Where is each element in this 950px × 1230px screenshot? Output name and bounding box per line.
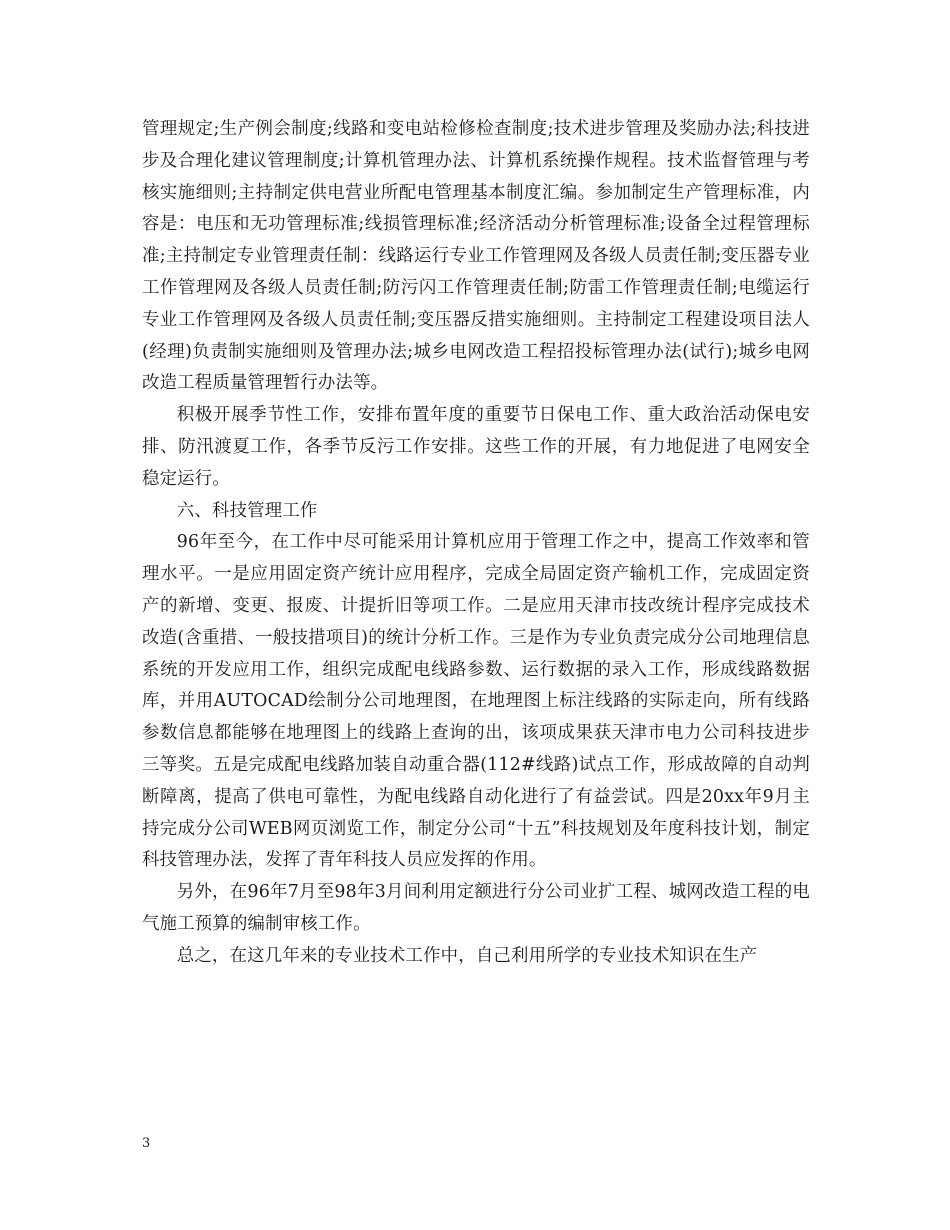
paragraph-4: 另外，在96年7月至98年3月间利用定额进行分公司业扩工程、城网改造工程的电气施工预算的编制审核工作。 [142, 882, 810, 934]
page-number: 3 [142, 1136, 151, 1151]
paragraph-1: 管理规定;生产例会制度;线路和变电站检修检查制度;技术进步管理及奖励办法;科技进步及合理化建议管理制度;计算机管理办法、计算机系统操作规程。技术监督管理与考核实施细则;主持制定供电营业所配电管理基本制度汇编。参加制定生产管理标准，内容是：电压和无功管理标准;线损管理标准;经济活动分析管理标准;设备全过程管理标准;主持制定专业管理责任制：线路运行专业工作管理网及各级人员责任制;变压器专业工作管理网及各级人员责任制;防污闪工作管理责任制;防雷工作管理责任制;电缆运行专业工作管理网及各级人员责任制;变压器反措实施细则。主持制定工程建设项目法人(经理)负责制实施细则及管理办法;城乡电网改造工程招投标管理办法(试行);城乡电网改造工程质量管理暂行办法等。 [142, 119, 810, 394]
paragraph-5: 总之，在这几年来的专业技术工作中，自己利用所学的专业技术知识在生产 [176, 945, 758, 966]
paragraph-3: 96年至今，在工作中尽可能采用计算机应用于管理工作之中，提高工作效率和管理水平。一是应用固定资产统计应用程序，完成全局固定资产输机工作，完成固定资产的新增、变更、报废、计提折旧等项工作。二是应用天津市技改统计程序完成技术改造(含重措、一般技措项目)的统计分析工作。三是作为专业负责完成分公司地理信息系统的开发应用工作，组织完成配电线路参数、运行数据的录入工作，形成线路数据库，并用AUTOCAD绘制分公司地理图，在地理图上标注线路的实际走向，所有线路参数信息都能够在地理图上的线路上查询的出，该项成果获天津市电力公司科技进步三等奖。五是完成配电线路加装自动重合器(112#线路)试点工作，形成故障的自动判断障离，提高了供电可靠性，为配电线路自动化进行了有益尝试。四是20xx年9月主持完成分公司WEB网页浏览工作，制定分公司“十五”科技规划及年度科技计划，制定科技管理办法，发挥了青年科技人员应发挥的作用。 [142, 532, 810, 871]
body-text [142, 114, 810, 973]
paragraph-2: 积极开展季节性工作，安排布置年度的重要节日保电工作、重大政治活动保电安排、防汛渡夏工作，各季节反污工作安排。这些工作的开展，有力地促进了电网安全稳定运行。 [142, 405, 810, 489]
section-heading: 六、科技管理工作 [176, 500, 318, 521]
